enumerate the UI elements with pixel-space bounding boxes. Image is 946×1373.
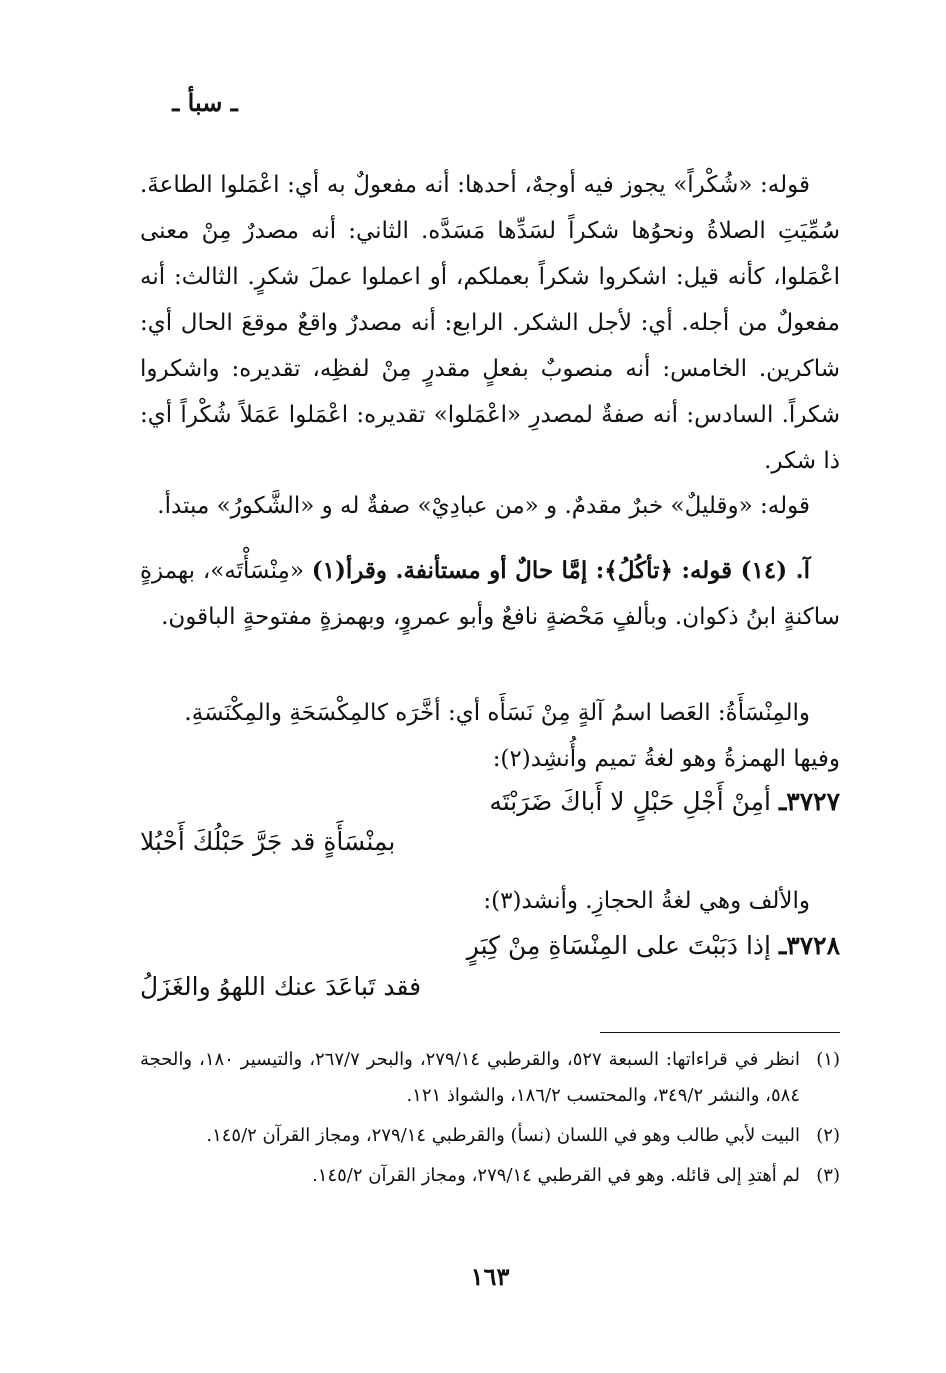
paragraph-text: قوله: «وقليلٌ» خبرٌ مقدمٌ. و «من عبادِيْ» صفةٌ له و «الشَّكورُ» مبتدأ. bbox=[157, 493, 810, 519]
poem-3727-line-1 bbox=[140, 780, 840, 824]
paragraph-shukran bbox=[140, 162, 840, 484]
footnote-number: (٣) bbox=[816, 1165, 840, 1186]
page-number: ١٦٣ bbox=[470, 1262, 510, 1291]
footnote-1 bbox=[140, 1042, 840, 1114]
poem-hemistich: بمِنْسَأَةٍ قد جَرَّ حَبْلُكَ أَحْبُلا bbox=[140, 827, 396, 856]
poem-3728-line-1 bbox=[140, 924, 840, 968]
poem-hemistich: إذا دَبَبْتَ على المِنْسَاةِ مِنْ كِبَرٍ bbox=[466, 931, 771, 960]
footnote-2 bbox=[140, 1118, 840, 1154]
poem-hemistich: فقد تَباعَدَ عنك اللهوُ والغَزَلُ bbox=[140, 972, 422, 1001]
poem-3727-line-2 bbox=[140, 820, 840, 864]
footnote-text: انظر في قراءاتها: السبعة ٥٢٧، والقرطبي ٢٧٩/١٤، والبحر ٢٦٧/٧، والتيسير ١٨٠، والحجة ٥٨٤، والنشر ٣٤٩/٢، والمحتسب ١٨٦/٢، والشواذ ١٢١. bbox=[140, 1049, 800, 1106]
paragraph-text: والمِنْسَأَةُ: العَصا اسمُ آلةٍ مِنْ نَسَأَه أي: أخَّرَه كالمِكْسَحَةِ والمِكْنَسَةِ. bbox=[184, 700, 810, 726]
paragraph-verse-14 bbox=[140, 548, 840, 640]
footnote-separator bbox=[600, 1032, 840, 1033]
paragraph-text: وفيها الهمزةُ وهو لغةُ تميم وأُنشِد(٢): bbox=[492, 746, 840, 772]
footnote-3 bbox=[140, 1158, 840, 1194]
footnote-number: (٢) bbox=[816, 1125, 840, 1146]
running-header: ـ سبأ ـ bbox=[172, 88, 238, 117]
poem-intro: والألف وهي لغةُ الحجازِ. وأنشد(٣): bbox=[483, 888, 810, 914]
poem-number: ٣٧٢٧ـ bbox=[778, 787, 840, 816]
footnotes bbox=[140, 1042, 840, 1198]
paragraph-qalil bbox=[140, 483, 840, 529]
poem-hemistich: أمِنْ أَجْلِ حَبْلٍ لا أَباكَ ضَرَبْتَه bbox=[489, 787, 771, 816]
footnote-number: (١) bbox=[816, 1049, 840, 1070]
paragraph-text bbox=[140, 548, 840, 640]
poem-number: ٣٧٢٨ـ bbox=[778, 931, 840, 960]
poem-3728-line-2 bbox=[140, 965, 840, 1009]
verse-ref: آ. (١٤) قوله: ﴿تأكُلُ﴾: إمَّا حالٌ أو مستأنفة. وقرأ(١) bbox=[311, 557, 811, 584]
footnote-text: البيت لأبي طالب وهو في اللسان (نسأ) والقرطبي ٢٧٩/١٤، ومجاز القرآن ١٤٥/٢. bbox=[206, 1125, 800, 1146]
paragraph-minsaa bbox=[140, 690, 840, 782]
verse-rest: «مِنْسَأْتَه»، بهمزةٍ ساكنةٍ ابنُ ذكوان. وبألفٍ مَحْضةٍ نافعٌ وأبو عمروٍ، وبهمزةٍ مفتوحةٍ الباقون. bbox=[140, 558, 840, 630]
footnote-text: لم أهتدِ إلى قائله. وهو في القرطبي ٢٧٩/١٤، ومجاز القرآن ١٤٥/٢. bbox=[312, 1165, 800, 1186]
paragraph-text: قوله: «شُكْراً» يجوز فيه أوجهٌ، أحدها: أنه مفعولٌ به أي: اعْمَلوا الطاعةَ. سُمِّيَتِ الصلاةُ ونحوُها شكراً لسَدِّها مَسَدَّه. الثاني: أنه مصدرٌ مِنْ معنى اعْمَلوا، كأنه قيل: اشكروا شكراً بعملكم، أو اعملوا عملَ شكرٍ. الثالث: أنه مفعولٌ من أجله. أي: لأجل الشكر. الرابع: أنه مصدرٌ واقعٌ موقعَ الحال أي: شاكرين. الخامس: أنه منصوبٌ بفعلٍ مقدرٍ مِنْ لفظِه، تقديره: واشكروا شكراً. السادس: أنه صفةٌ لمصدرِ «اعْمَلوا» تقديره: اعْمَلوا عَمَلاً شُكْراً أي: ذا شكر. bbox=[140, 172, 840, 474]
